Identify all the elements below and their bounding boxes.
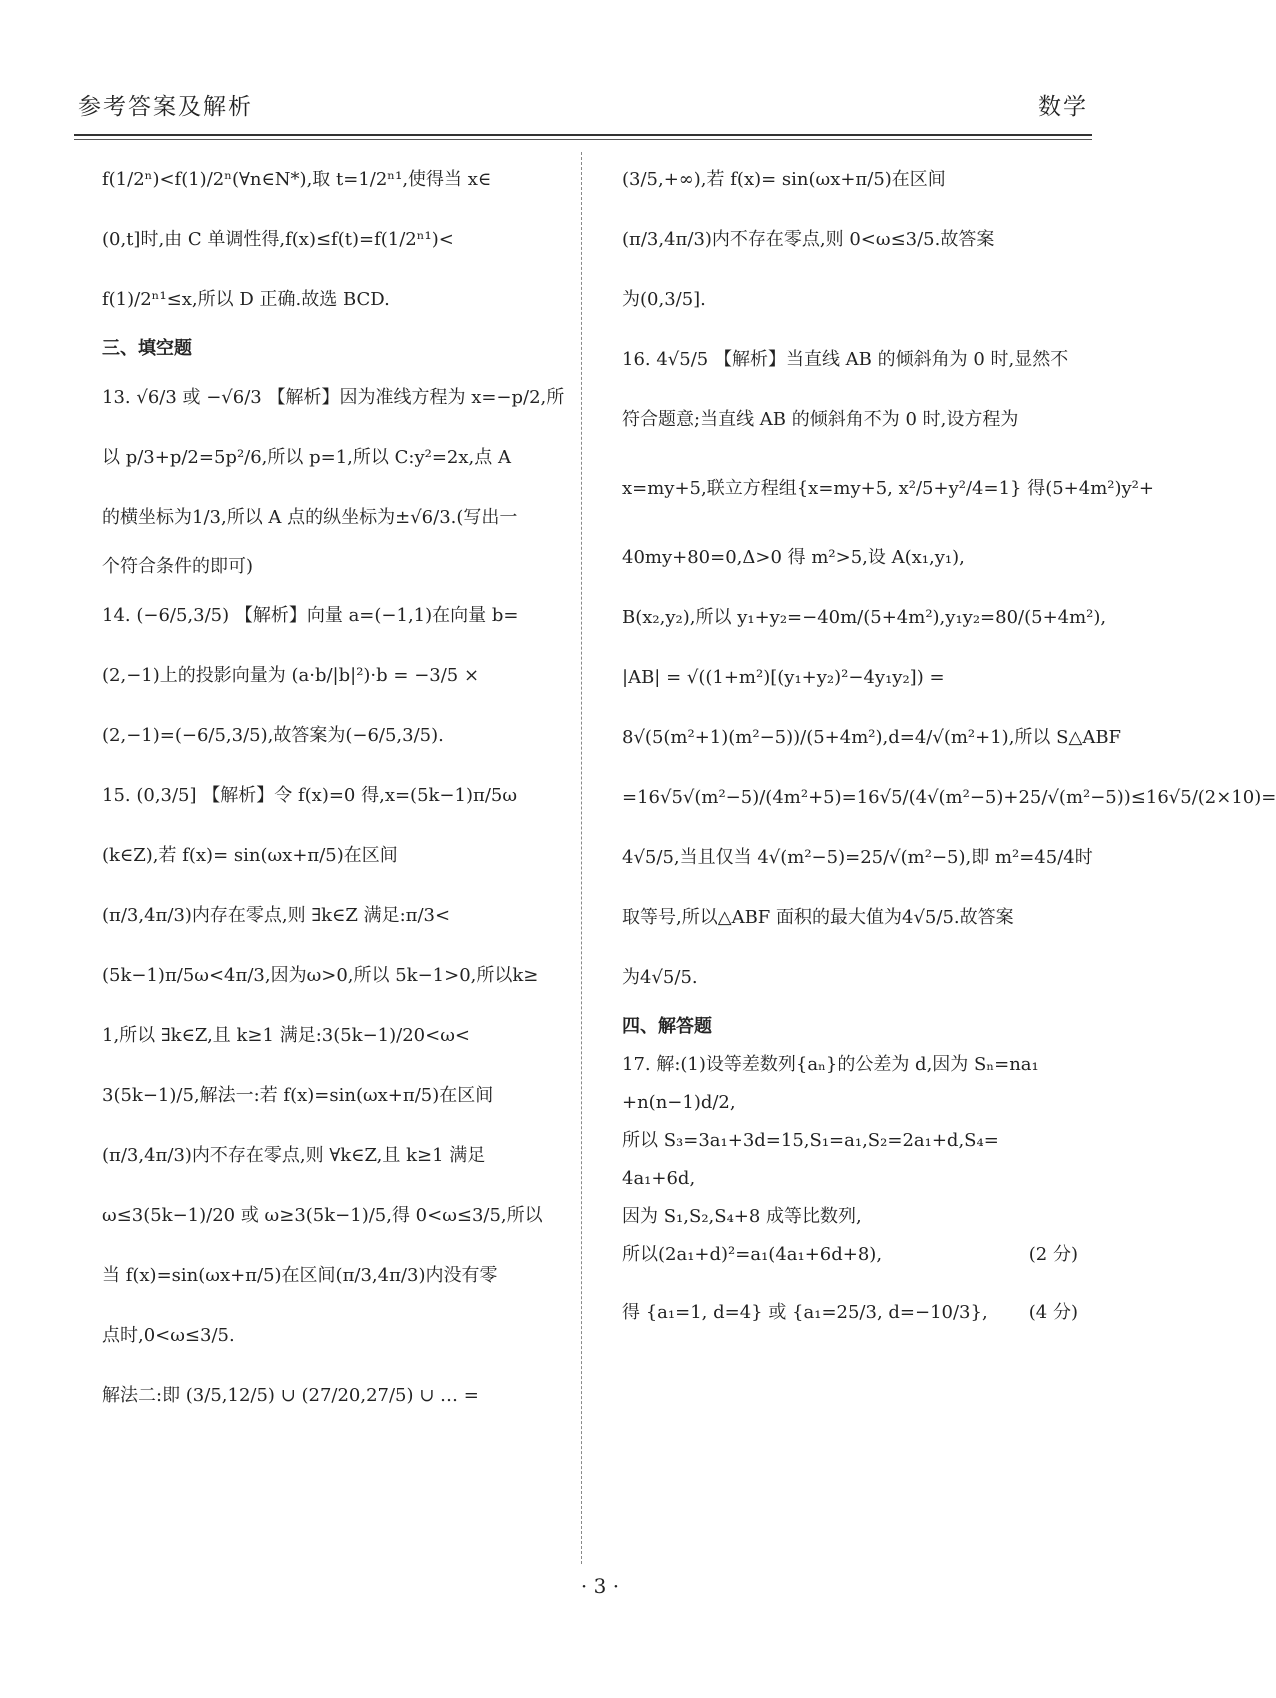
text-line: 当 f(x)=sin(ωx+π/5)在区间(π/3,4π/3)内没有零: [102, 1265, 498, 1286]
text-line: 取等号,所以△ABF 面积的最大值为4√5/5.故答案: [622, 907, 1014, 928]
text-line: 为4√5/5.: [622, 967, 698, 988]
text-line-content: 得 {a₁=1, d=4} 或 {a₁=25/3, d=−10/3},: [622, 1302, 988, 1323]
text-line: 为(0,3/5].: [622, 289, 706, 310]
text-line: f(1)/2ⁿ¹≤x,所以 D 正确.故选 BCD.: [102, 289, 390, 310]
text-line: (π/3,4π/3)内存在零点,则 ∃k∈Z 满足:π/3<: [102, 905, 451, 926]
text-line: 所以 S₃=3a₁+3d=15,S₁=a₁,S₂=2a₁+d,S₄=: [622, 1130, 999, 1151]
header-subject: 数学: [1038, 94, 1088, 120]
text-line: (0,t]时,由 C 单调性得,f(x)≤f(t)=f(1/2ⁿ¹)<: [102, 229, 454, 250]
text-line: 4√5/5,当且仅当 4√(m²−5)=25/√(m²−5),即 m²=45/4时: [622, 847, 1093, 868]
text-line: =16√5√(m²−5)/(4m²+5)=16√5/(4√(m²−5)+25/√(m²−5))≤16√5/(2×10)=: [622, 787, 1276, 808]
score-mark: (2 分): [1028, 1244, 1078, 1265]
text-line: f(1/2ⁿ)<f(1)/2ⁿ(∀n∈N*),取 t=1/2ⁿ¹,使得当 x∈: [102, 169, 492, 190]
header-rule-thin: [74, 139, 1092, 140]
text-line: 的横坐标为1/3,所以 A 点的纵坐标为±√6/3.(写出一: [102, 507, 518, 528]
text-line: 17. 解:(1)设等差数列{aₙ}的公差为 d,因为 Sₙ=na₁: [622, 1054, 1039, 1075]
text-line: (3/5,+∞),若 f(x)= sin(ωx+π/5)在区间: [622, 169, 946, 190]
text-line-content: 所以(2a₁+d)²=a₁(4a₁+6d+8),: [622, 1244, 883, 1265]
text-line: (π/3,4π/3)内不存在零点,则 ∀k∈Z,且 k≥1 满足: [102, 1145, 486, 1166]
text-line: 16. 4√5/5 【解析】当直线 AB 的倾斜角为 0 时,显然不: [622, 349, 1069, 370]
text-line: |AB| = √((1+m²)[(y₁+y₂)²−4y₁y₂]) =: [622, 667, 945, 688]
text-line: 解法二:即 (3/5,12/5) ∪ (27/20,27/5) ∪ … =: [102, 1385, 479, 1406]
page-header: [78, 88, 1088, 124]
text-line: 1,所以 ∃k∈Z,且 k≥1 满足:3(5k−1)/20<ω<: [102, 1025, 470, 1046]
text-line: 以 p/3+p/2=5p²/6,所以 p=1,所以 C:y²=2x,点 A: [102, 447, 511, 468]
text-line: 符合题意;当直线 AB 的倾斜角不为 0 时,设方程为: [622, 409, 1019, 430]
section-heading: 三、填空题: [102, 338, 192, 359]
right-column: [622, 150, 1276, 1352]
page-number: · 3 ·: [580, 1574, 620, 1598]
text-line: 14. (−6/5,3/5) 【解析】向量 a=(−1,1)在向量 b=: [102, 605, 519, 626]
text-line: 4a₁+6d,: [622, 1168, 696, 1189]
text-line: (5k−1)π/5ω<4π/3,因为ω>0,所以 5k−1>0,所以k≥: [102, 965, 539, 986]
text-line: 个符合条件的即可): [102, 556, 254, 577]
text-line: B(x₂,y₂),所以 y₁+y₂=−40m/(5+4m²),y₁y₂=80/(5+4m²),: [622, 607, 1107, 628]
text-line: 13. √6/3 或 −√6/3 【解析】因为准线方程为 x=−p/2,所: [102, 387, 565, 408]
text-line: [622, 1274, 1078, 1352]
text-line: ω≤3(5k−1)/20 或 ω≥3(5k−1)/5,得 0<ω≤3/5,所以: [102, 1205, 543, 1226]
text-line: 因为 S₁,S₂,S₄+8 成等比数列,: [622, 1206, 862, 1227]
text-line: +n(n−1)d/2,: [622, 1092, 736, 1113]
header-title: 参考答案及解析: [78, 94, 253, 120]
text-line: 40my+80=0,Δ>0 得 m²>5,设 A(x₁,y₁),: [622, 547, 965, 568]
text-line: 15. (0,3/5] 【解析】令 f(x)=0 得,x=(5k−1)π/5ω: [102, 785, 518, 806]
text-line: [622, 1236, 1078, 1274]
text-line: 3(5k−1)/5,解法一:若 f(x)=sin(ωx+π/5)在区间: [102, 1085, 494, 1106]
text-line: (π/3,4π/3)内不存在零点,则 0<ω≤3/5.故答案: [622, 229, 995, 250]
text-line: 8√(5(m²+1)(m²−5))/(5+4m²),d=4/√(m²+1),所以 S△ABF: [622, 727, 1122, 748]
text-line: (k∈Z),若 f(x)= sin(ωx+π/5)在区间: [102, 845, 398, 866]
text-line: (2,−1)上的投影向量为 (a·b/|b|²)·b = −3/5 ×: [102, 665, 480, 686]
column-divider: [581, 152, 582, 1564]
text-line: x=my+5,联立方程组{x=my+5, x²/5+y²/4=1} 得(5+4m²)y²+: [622, 478, 1154, 499]
score-mark: (4 分): [1028, 1302, 1078, 1323]
text-line: 点时,0<ω≤3/5.: [102, 1325, 235, 1346]
text-line: (2,−1)=(−6/5,3/5),故答案为(−6/5,3/5).: [102, 725, 444, 746]
left-column: [102, 150, 574, 1426]
header-rule-thick: [74, 134, 1092, 136]
section-heading: 四、解答题: [622, 1016, 712, 1037]
